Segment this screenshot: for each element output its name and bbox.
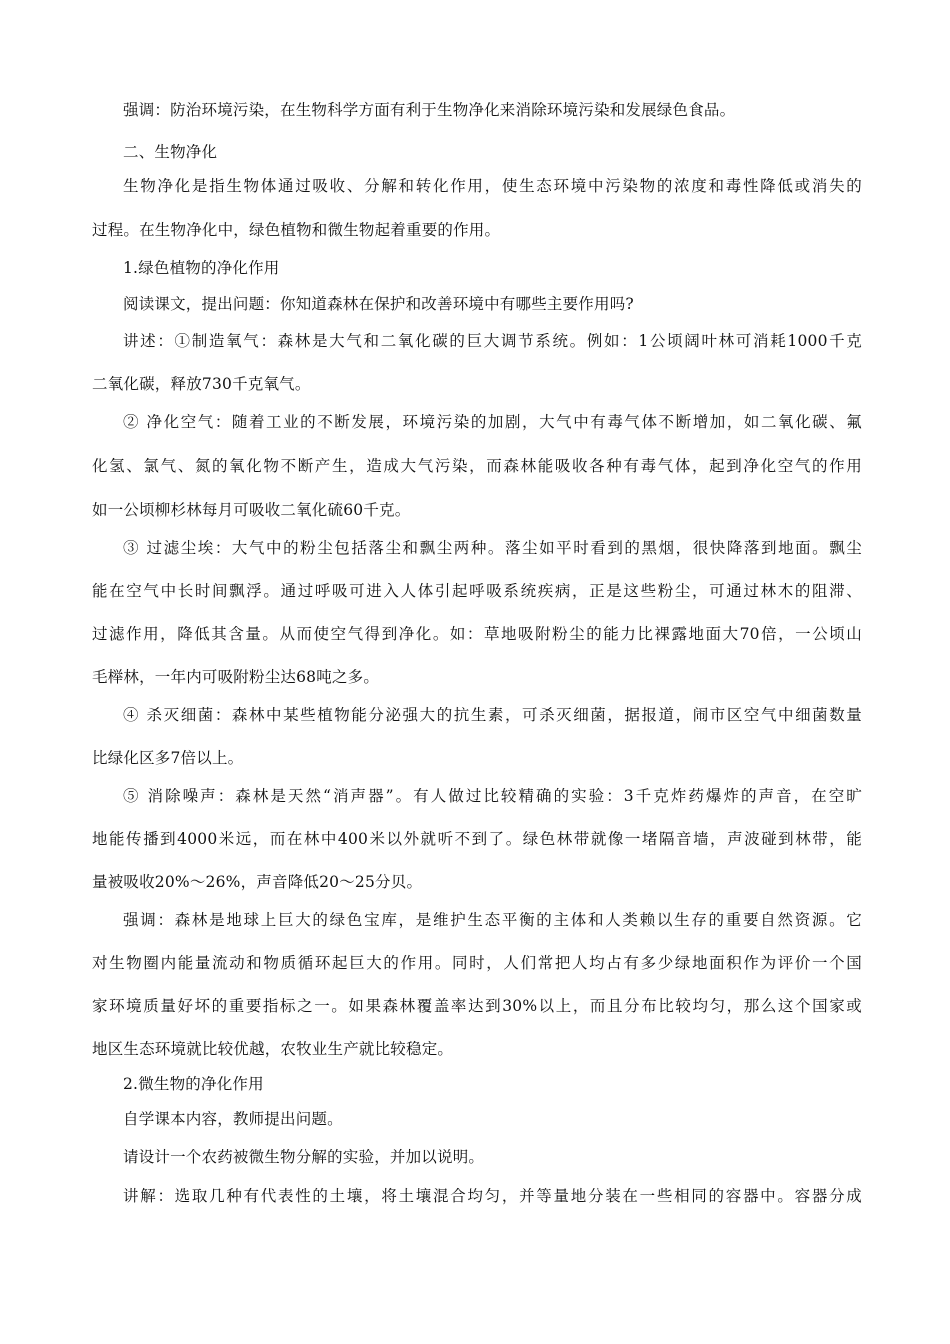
text-line: 地区生态环境就比较优越，农牧业生产就比较稳定。 <box>92 1040 454 1058</box>
text-line: ④ 杀灭细菌：森林中某些植物能分泌强大的抗生素，可杀灭细菌，据报道，闹市区空气中细菌数量 <box>123 706 862 724</box>
subsection-heading: 1.绿色植物的净化作用 <box>123 259 280 277</box>
text-line: 地能传播到4000米远，而在林中400米以外就听不到了。绿色林带就像一堵隔音墙，声波碰到林带，能 <box>92 830 862 848</box>
subsection-heading: 2.微生物的净化作用 <box>123 1075 264 1093</box>
text-line: 化氢、氯气、氮的氧化物不断产生，造成大气污染，而森林能吸收各种有毒气体，起到净化空气的作用 <box>92 457 862 475</box>
text-line: 能在空气中长时间飘浮。通过呼吸可进入人体引起呼吸系统疾病，正是这些粉尘，可通过林木的阻滞、 <box>92 582 862 600</box>
text-line: 对生物圈内能量流动和物质循环起巨大的作用。同时，人们常把人均占有多少绿地面积作为评价一个国 <box>92 954 862 972</box>
text-line: 请设计一个农药被微生物分解的实验，并加以说明。 <box>123 1148 485 1166</box>
text-line: 阅读课文，提出问题：你知道森林在保护和改善环境中有哪些主要作用吗? <box>123 295 634 313</box>
text-line: 家环境质量好坏的重要指标之一。如果森林覆盖率达到30%以上，而且分布比较均匀，那么这个国家或 <box>92 997 862 1015</box>
text-line: 如一公顷柳杉林每月可吸收二氧化硫60千克。 <box>92 501 411 519</box>
text-line: 二氧化碳，释放730千克氧气。 <box>92 375 311 393</box>
text-line: 强调：防治环境污染，在生物科学方面有利于生物净化来消除环境污染和发展绿色食品。 <box>123 101 736 119</box>
text-line: 量被吸收20%～26%，声音降低20～25分贝。 <box>92 873 423 891</box>
text-line: 自学课本内容，教师提出问题。 <box>123 1110 343 1128</box>
text-line: 毛榉林，一年内可吸附粉尘达68吨之多。 <box>92 668 380 686</box>
text-line: 比绿化区多7倍以上。 <box>92 749 244 767</box>
text-line: ② 净化空气：随着工业的不断发展，环境污染的加剧，大气中有毒气体不断增加，如二氧化碳、氟 <box>123 413 862 431</box>
text-line: 生物净化是指生物体通过吸收、分解和转化作用，使生态环境中污染物的浓度和毒性降低或消失的 <box>123 177 862 195</box>
text-line: 过程。在生物净化中，绿色植物和微生物起着重要的作用。 <box>92 221 501 239</box>
text-line: 过滤作用，降低其含量。从而使空气得到净化。如：草地吸附粉尘的能力比裸露地面大70倍，一公顷山 <box>92 625 862 643</box>
text-line: ⑤ 消除噪声：森林是天然“消声器”。有人做过比较精确的实验：3千克炸药爆炸的声音，在空旷 <box>123 787 862 805</box>
text-line: ③ 过滤尘埃：大气中的粉尘包括落尘和飘尘两种。落尘如平时看到的黑烟，很快降落到地面。飘尘 <box>123 539 862 557</box>
section-heading: 二、生物净化 <box>123 143 218 161</box>
text-line: 讲解：选取几种有代表性的土壤，将土壤混合均匀，并等量地分装在一些相同的容器中。容器分成 <box>123 1187 862 1205</box>
text-line: 讲述：①制造氧气：森林是大气和二氧化碳的巨大调节系统。例如：1公顷阔叶林可消耗1000千克 <box>123 332 862 350</box>
text-line: 强调：森林是地球上巨大的绿色宝库，是维护生态平衡的主体和人类赖以生存的重要自然资源。它 <box>123 911 862 929</box>
